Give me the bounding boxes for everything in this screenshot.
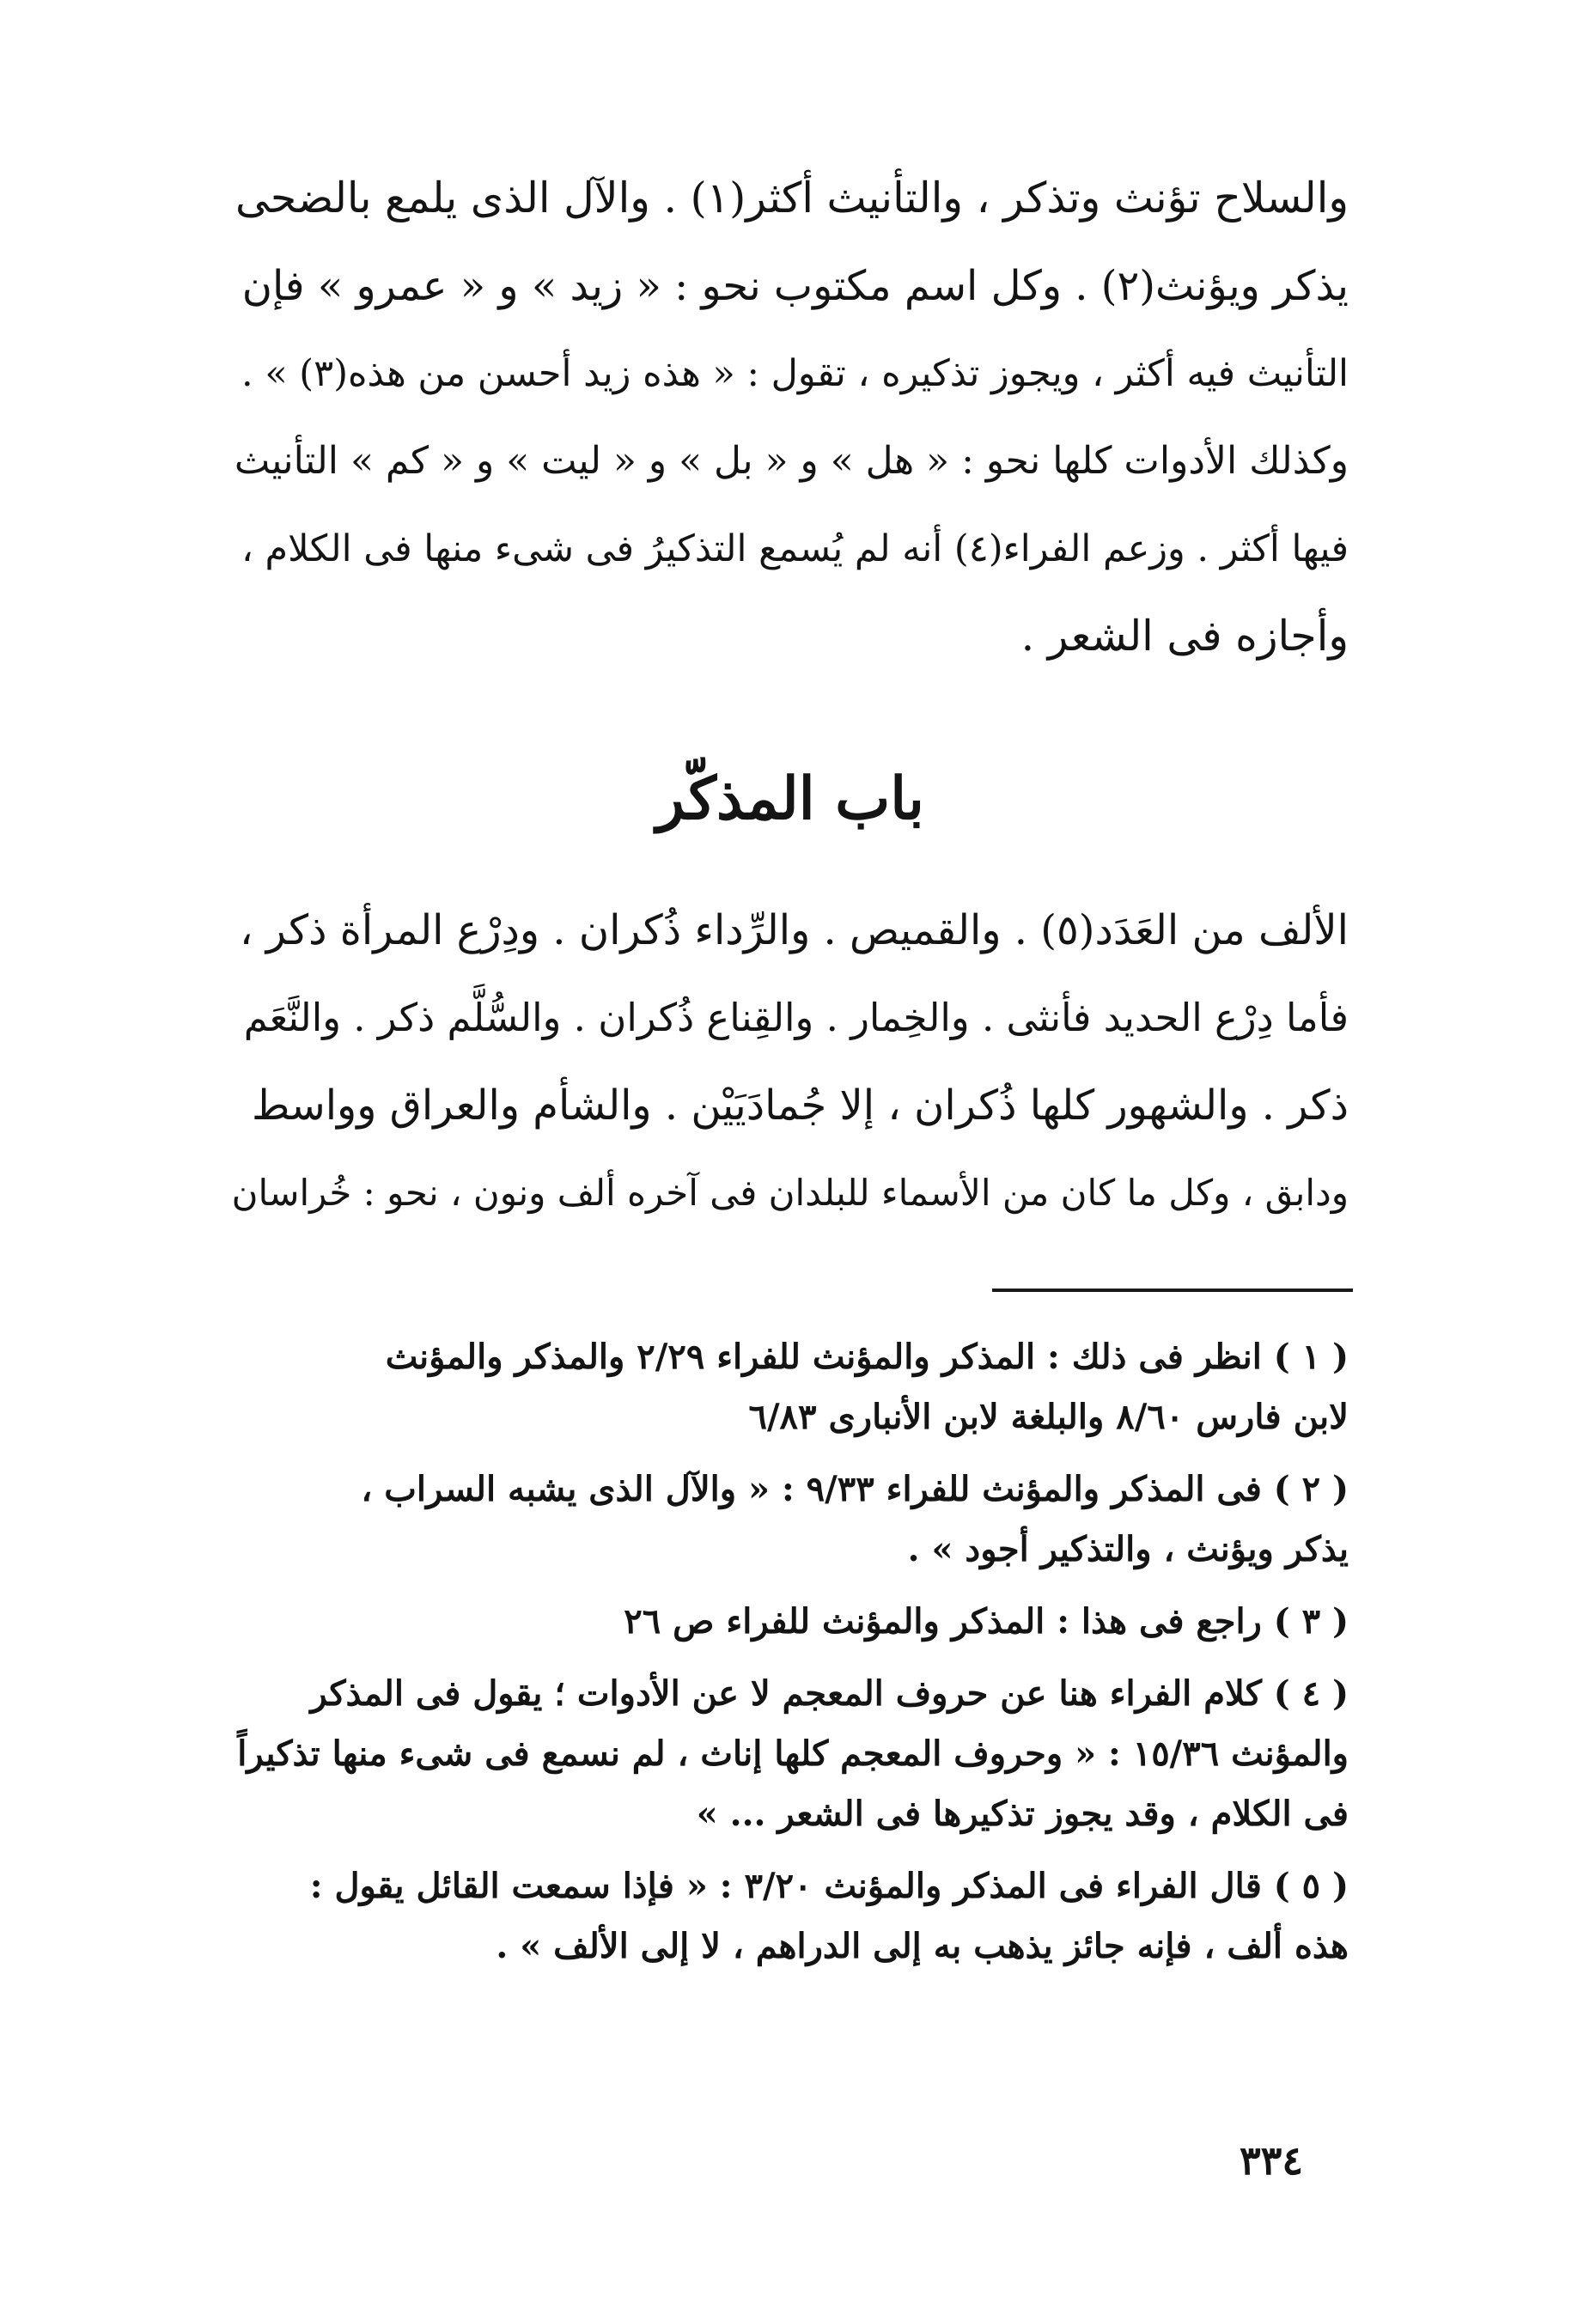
footnote-line: ( ٢ ) فى المذكر والمؤنث للفراء ٩/٣٣ : « والآل الذى يشبه السراب ، <box>361 1469 1349 1509</box>
paragraph-feminine-nouns <box>232 155 1349 417</box>
text-line: ودابق ، وكل ما كان من الأسماء للبلدان فى آخره ألف ونون ، نحو : خُراسان <box>232 1172 1349 1214</box>
text-line: الألف من العَدَد(٥) . والقميص . والرِّداء ذُكران . ودِرْع المرأة ذكر ، <box>240 906 1349 954</box>
text-line: وكذلك الأدوات كلها نحو : « هل » و « بل » و « ليت » و « كم » التأنيث <box>234 439 1349 483</box>
footnote-4 <box>232 1664 1349 1844</box>
footnote-2 <box>232 1459 1349 1580</box>
page-number: ٣٣٤ <box>1239 2137 1304 2184</box>
footnote-line: والمؤنث ١٥/٣٦ : « وحروف المعجم كلها إناث ، لم نسمع فى شىء منها تذكيراً <box>237 1733 1349 1774</box>
footnote-line: ( ٤ ) كلام الفراء هنا عن حروف المعجم لا عن الأدوات ؛ يقول فى المذكر <box>310 1673 1349 1714</box>
text-line: فيها أكثر . وزعم الفراء(٤) أنه لم يُسمع التذكيرُ فى شىء منها فى الكلام ، <box>241 527 1349 570</box>
text-line: ذكر . والشهور كلها ذُكران ، إلا جُمادَيَيْن . والشأم والعراق وواسط <box>251 1081 1349 1130</box>
footnote-line: ( ٥ ) قال الفراء فى المذكر والمؤنث ٣/٢٠ : « فإذا سمعت القائل يقول : <box>309 1866 1349 1906</box>
footnote-line: هذه ألف ، فإنه جائز يذهب به إلى الدراهم ، لا إلى الألف » . <box>496 1926 1349 1966</box>
footnote-line: يذكر ويؤنث ، والتذكير أجود » . <box>907 1529 1349 1569</box>
footnote-line: لابن فارس ٨/٦٠ والبلغة لابن الأنبارى ٦/٨٣ <box>748 1397 1349 1437</box>
footnote-3 <box>232 1592 1349 1652</box>
footnote-5 <box>232 1856 1349 1977</box>
text-line: وأجازه فى الشعر . <box>1020 612 1349 661</box>
text-line: والسلاح تؤنث وتذكر ، والتأنيث أكثر(١) . والآل الذى يلمع بالضحى <box>235 174 1349 222</box>
footnotes <box>232 1327 1349 1977</box>
text-line: التأنيث فيه أكثر ، ويجوز تذكيره ، تقول : « هذه زيد أحسن من هذه(٣) » . <box>241 352 1349 395</box>
text-line: فأما دِرْع الحديد فأنثى . والخِمار . والقِناع ذُكران . والسُّلَّم ذكر . والنَّعَم <box>243 995 1349 1040</box>
section-heading: باب المذكّر <box>656 765 924 833</box>
footnote-line: ( ١ ) انظر فى ذلك : المذكر والمؤنث للفراء ٢/٢٩ والمذكر والمؤنث <box>385 1337 1349 1377</box>
footnote-line: ( ٣ ) راجع فى هذا : المذكر والمؤنث للفراء ص ٢٦ <box>624 1601 1349 1642</box>
text-line: يذكر ويؤنث(٢) . وكل اسم مكتوب نحو : « زيد » و « عمرو » فإن <box>241 262 1349 310</box>
footnote-line: فى الكلام ، وقد يجوز تذكيرها فى الشعر ... » <box>696 1794 1349 1834</box>
footnote-divider <box>992 1289 1353 1292</box>
paragraph-masculine-nouns <box>232 886 1349 1237</box>
footnote-1 <box>232 1327 1349 1447</box>
paragraph-particles <box>232 417 1349 680</box>
